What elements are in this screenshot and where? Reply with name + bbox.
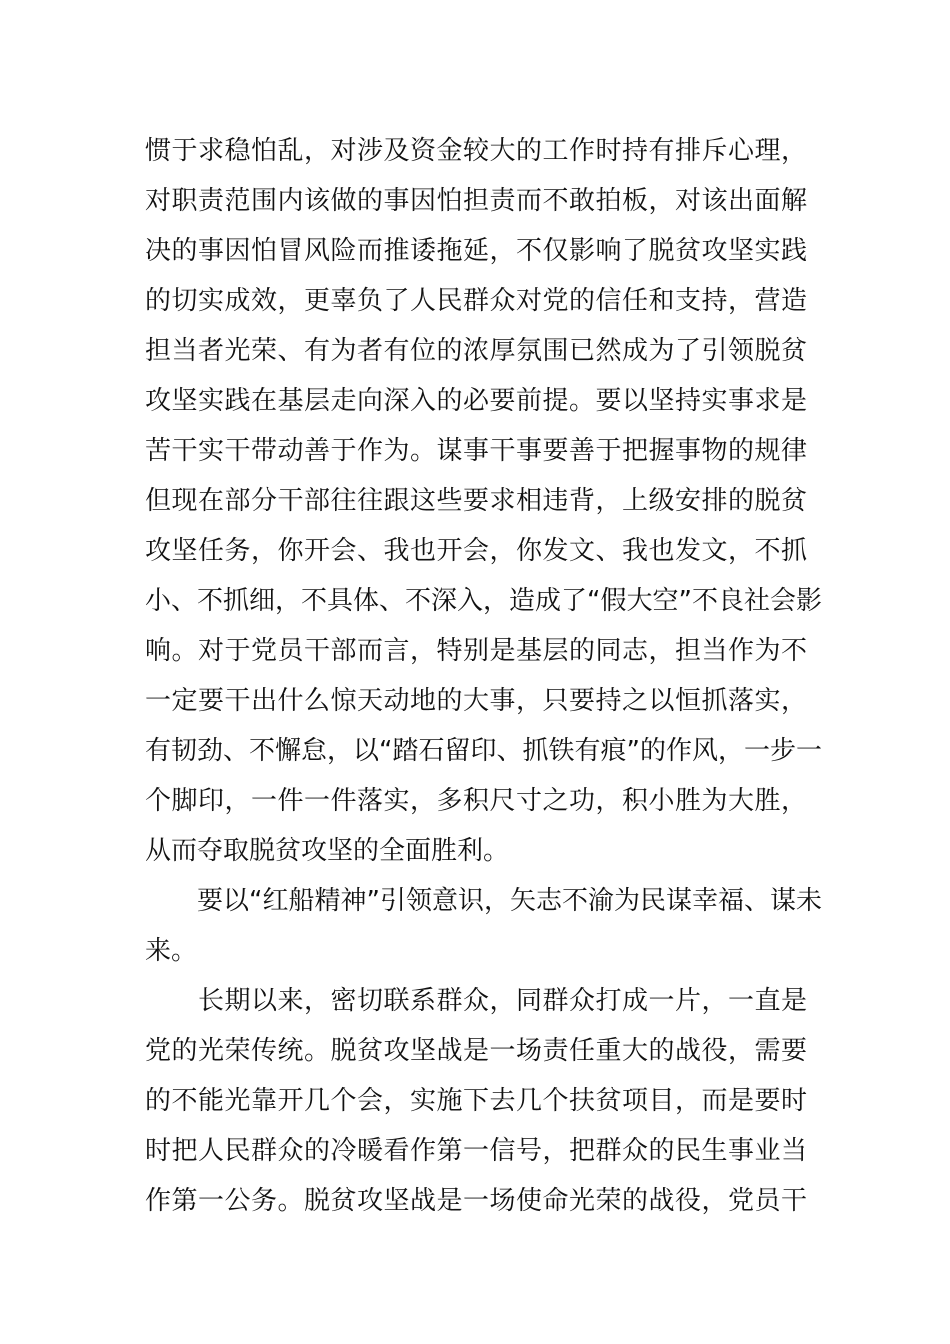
text-line: 党的光荣传统。脱贫攻坚战是一场责任重大的战役，需要 xyxy=(145,1036,807,1066)
text-line: 决的事因怕冒风险而推诿拖延，不仅影响了脱贫攻坚实践 xyxy=(145,236,807,266)
text-line: 的切实成效，更辜负了人民群众对党的信任和支持，营造 xyxy=(145,286,807,316)
text-line: 个脚印，一件一件落实，多积尺寸之功，积小胜为大胜， xyxy=(145,786,807,816)
body-text xyxy=(145,126,822,1226)
text-line: 时把人民群众的冷暖看作第一信号，把群众的民生事业当 xyxy=(145,1136,807,1166)
paragraph-end-line: 从而夺取脱贫攻坚的全面胜利。 xyxy=(145,836,510,866)
text-line: 苦干实干带动善于作为。谋事干事要善于把握事物的规律 xyxy=(145,436,807,466)
text-line: 攻坚实践在基层走向深入的必要前提。要以坚持实事求是 xyxy=(145,386,807,416)
text-line: 攻坚任务，你开会、我也开会，你发文、我也发文，不抓 xyxy=(145,536,807,566)
text-line: 但现在部分干部往往跟这些要求相违背，上级安排的脱贫 xyxy=(145,486,807,516)
text-line: 对职责范围内该做的事因怕担责而不敢拍板，对该出面解 xyxy=(145,186,807,216)
text-line: 一定要干出什么惊天动地的大事，只要持之以恒抓落实， xyxy=(145,686,807,716)
text-line: 要以“红船精神”引领意识，矢志不渝为民谋幸福、谋未 xyxy=(145,886,822,916)
text-line: 惯于求稳怕乱，对涉及资金较大的工作时持有排斥心理， xyxy=(145,136,807,166)
text-line: 的不能光靠开几个会，实施下去几个扶贫项目，而是要时 xyxy=(145,1086,807,1116)
text-line: 担当者光荣、有为者有位的浓厚氛围已然成为了引领脱贫 xyxy=(145,336,807,366)
text-line: 响。对于党员干部而言，特别是基层的同志，担当作为不 xyxy=(145,636,807,666)
paragraph-end-line: 来。 xyxy=(145,936,198,966)
text-line: 长期以来，密切联系群众，同群众打成一片，一直是 xyxy=(145,986,807,1016)
text-line: 有韧劲、不懈怠，以“踏石留印、抓铁有痕”的作风，一步一 xyxy=(145,736,822,766)
text-line: 小、不抓细，不具体、不深入，造成了“假大空”不良社会影 xyxy=(145,586,822,616)
text-line: 作第一公务。脱贫攻坚战是一场使命光荣的战役，党员干 xyxy=(145,1186,807,1216)
